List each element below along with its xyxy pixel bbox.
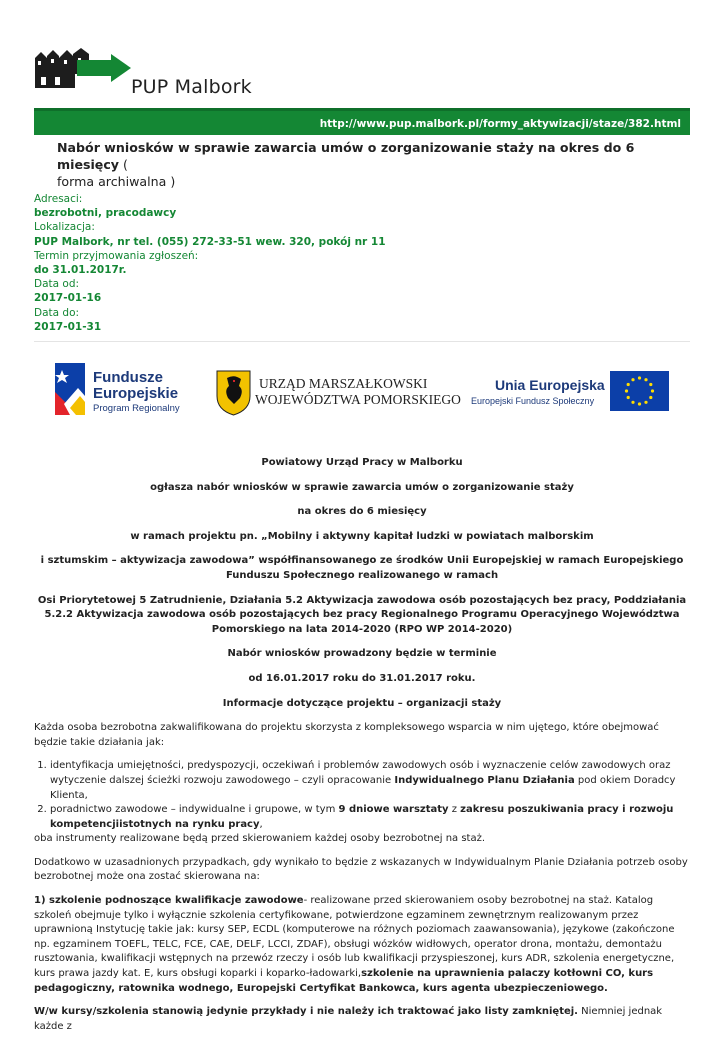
addressees-label: Adresaci: — [34, 193, 83, 205]
paragraph-additional: Dodatkowo w uzasadnionych przypadkach, gdy wynikało to będzie z wskazanych w Indywidualnym Planie Działania potrzeb osoby bezrobotnej może ona zostać skierowana na: — [34, 856, 688, 883]
body-heading-1: Powiatowy Urząd Pracy w Malborku — [261, 457, 463, 468]
eu-star-icon — [638, 376, 641, 379]
paragraph-training: 1) szkolenie podnoszące kwalifikacje zawodowe- realizowane przed skierowaniem osoby bezrobotnej na staż. Katalog szkoleń obejmuje tylko i wyłącznie szkolenia certyfikowane, potwierdzone egzaminem zewnętrznym realizowanym przez uprawnioną Instytucję takie jak: kursy SEP, ECDL (komputerowe na różnych poziomach zaawansowania), językowe (zakończone np. egzaminem TOEFL, TELC, FCE, CAE, DELF, LCCI, ZDAF), obsługi wózków widłowych, operator drona, montażu, demontażu rusztowania, kwalifikacji wstępnych na przewóz rzeczy i osób lub kwalifikacji przyspieszonej, kurs ADR, szkolenia energetyczne, kurs prawa jazdy kat. E, kurs obsługi koparki i koparko-ładowarki,szkolenie na uprawnienia palaczy kotłowni CO, kurs pedagogiczny, ratownika wodnego, Europejski Certyfikat Bankowca, kurs agenta ubezpieczeniowego. — [34, 895, 675, 994]
date-from-label: Data od: — [34, 278, 80, 291]
pup-malbork-logo-icon — [33, 44, 133, 90]
eu-star-icon — [638, 402, 641, 405]
um-line1: URZĄD MARSZAŁKOWSKI — [259, 376, 428, 391]
fe-line2: Europejskie — [93, 385, 179, 402]
date-to-label: Data do: — [34, 306, 80, 319]
eu-star-icon — [644, 378, 647, 381]
body-heading-5: i sztumskim – aktywizacja zawodowa” współfinansowanego ze środków Unii Europejskiej w ramach Europejskiego Funduszu Społecznego realizowanego w ramach — [40, 555, 684, 581]
list-item: 1. identyfikacja umiejętności, predyspozycji, oczekiwań i problemów zawodowych osób i wyznaczenie celów zawodowych oraz wytyczenie dalszej ścieżki rozwoju zawodowego – czyli opracowanie Indywidualnego Planu Działania pod okiem Doradcy Klienta, — [50, 759, 690, 803]
fe-line1: Fundusze — [93, 369, 163, 386]
body-heading-4: w ramach projektu pn. „Mobilny i aktywny kapitał ludzki w powiatach malborskim — [130, 530, 594, 542]
body-heading-3: na okres do 6 miesięcy — [297, 506, 427, 518]
body-heading-7: Nabór wniosków prowadzony będzie w terminie — [227, 648, 497, 660]
eu-star-icon — [631, 378, 634, 381]
body-heading-9: Informacje dotyczące projektu – organizacji staży — [222, 697, 502, 709]
eu-star-icon — [627, 383, 630, 386]
paragraph-note: W/w kursy/szkolenia stanowią jedynie przykłady i nie należy ich traktować jako listy zamkniętej. Niemniej jednak każde z — [34, 1006, 663, 1032]
ue-line1: Unia Europejska — [495, 377, 605, 393]
eu-star-icon — [651, 389, 654, 392]
fe-line3: Program Regionalny — [93, 403, 180, 414]
um-line2: WOJEWÓDZTWA POMORSKIEGO — [255, 392, 461, 407]
brand-name: PUP Malbork — [131, 76, 252, 98]
eu-star-icon — [631, 401, 634, 404]
list-item: 2. poradnictwo zawodowe – indywidualne i grupowe, w tym 9 dniowe warsztaty z zakresu poszukiwania pracy i rozwoju kompetencjiistotnych na rynku pracy, — [50, 803, 690, 832]
title-paren: ( — [123, 157, 128, 172]
eu-star-icon — [649, 396, 652, 399]
date-to-value: 2017-01-31 — [34, 320, 102, 333]
location-value: PUP Malbork, nr tel. (055) 272-33-51 wew. 320, pokój nr 11 — [34, 235, 386, 248]
date-from-value: 2017-01-16 — [34, 292, 102, 305]
announcement-body — [34, 456, 690, 1043]
page-title — [57, 139, 677, 190]
eu-flag-icon — [471, 371, 669, 411]
body-heading-8: od 16.01.2017 roku do 31.01.2017 roku. — [248, 672, 476, 684]
funding-logos — [34, 352, 690, 432]
location-label: Lokalizacja: — [34, 221, 95, 234]
pomorskie-crest-icon — [217, 371, 461, 415]
offer-metadata — [34, 192, 386, 334]
body-heading-2: ogłasza nabór wniosków w sprawie zawarcia umów o zorganizowanie staży — [150, 481, 574, 493]
body-heading-6: Osi Priorytetowej 5 Zatrudnienie, Działania 5.2 Aktywizacja zawodowa osób pozostających bez pracy, Poddziałania 5.2.2 Aktywizacja zawodowa osób pozostających bez pracy Regionalnego Programu Operacyjnego Województwa Pomorskiego na lata 2014-2020 (RPO WP 2014-2020) — [37, 594, 687, 635]
fundusze-europejskie-logo-icon — [55, 363, 180, 415]
deadline-value: do 31.01.2017r. — [34, 264, 127, 277]
header-bar — [34, 108, 690, 135]
paragraph-instruments: oba instrumenty realizowane będą przed skierowaniem każdej osoby bezrobotnej na staż. — [34, 833, 486, 845]
eu-star-icon — [627, 396, 630, 399]
eu-star-icon — [649, 383, 652, 386]
title-archive-note: forma archiwalna ) — [57, 174, 176, 189]
eu-star-icon — [644, 401, 647, 404]
eu-star-icon — [625, 389, 628, 392]
divider — [34, 341, 690, 342]
page-url[interactable]: http://www.pup.malbork.pl/formy_aktywizacji/staze/382.html — [319, 118, 681, 130]
ue-line2: Europejski Fundusz Społeczny — [471, 396, 595, 406]
support-list — [34, 759, 690, 832]
addressees-value: bezrobotni, pracodawcy — [34, 207, 177, 220]
deadline-label: Termin przyjmowania zgłoszeń: — [34, 249, 199, 262]
title-main: Nabór wniosków w sprawie zawarcia umów o zorganizowanie staży na okres do 6 miesięcy — [57, 140, 635, 172]
paragraph-intro: Każda osoba bezrobotna zakwalifikowana do projektu skorzysta z kompleksowego wsparcia w nim ujętego, które obejmować będzie takie działania jak: — [34, 722, 659, 748]
